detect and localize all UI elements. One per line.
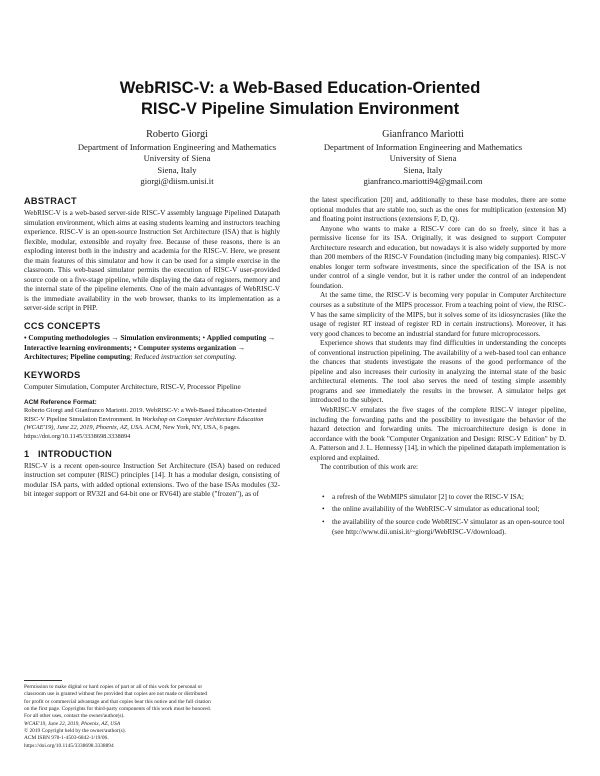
- keywords-heading: KEYWORDS: [24, 369, 81, 380]
- author-email[interactable]: giorgi@diism.unisi.it: [140, 176, 214, 187]
- list-item-text[interactable]: the availability of the source code WebRISC-V simulator as an open-source tool (see http://www.dii.unisi.it/~giorgi/WebRISC-V/download).: [332, 517, 565, 536]
- paragraph: Experience shows that students may find difficulties in understanding the concepts of conventional instruction pipelining. The availability of a web-based tool can enhance the chances that students investigate the reasons of the good performance of the pipeline and also increases their curiosity in analyzing the internal state of the basic architectural elements. The tool also serves the need of testing simple assembly programs and see immediately the results in the browser. A simulator helps get introduced to the subject.: [310, 339, 566, 405]
- footnote-line: for profit or commercial advantage and that copies bear this notice and the full citation: [24, 698, 211, 705]
- footnote-line[interactable]: https://doi.org/10.1145/3338698.3338894: [24, 742, 114, 749]
- paragraph: the latest specification [20] and, additionally to these base modules, there are some optional modules that are stable too, such as the ones for multiplication (extension M) and floating point instructions (extensions F, D, Q).: [310, 196, 566, 224]
- acm-reference-section: [24, 399, 280, 441]
- ccs-section: [24, 321, 280, 363]
- list-item: [322, 493, 566, 503]
- keywords-text: Computer Simulation, Computer Architecture, RISC-V, Processor Pipeline: [24, 382, 241, 391]
- spacer: [310, 473, 566, 485]
- acm-format-heading: ACM Reference Format:: [24, 399, 97, 407]
- keywords-section: [24, 370, 280, 393]
- acm-format-doi[interactable]: ACM, New York, NY, USA, 6 pages. https://doi.org/10.1145/3338698.3338894: [24, 424, 241, 440]
- introduction-text: RISC-V is a recent open-source Instruction Set Architecture (ISA) based on reduced instruction set computer (RISC) principles [14]. It has a modular design, consisting of modular ISA parts, with added optional extensions. Two of the base ISAs modules (32-bit integer support or RV32I and 64-bit one or RV64I) are stable ("frozen"), as of: [24, 461, 280, 499]
- abstract-text: WebRISC-V is a web-based server-side RISC-V assembly language Pipelined Datapath simulation environment, which aims at easing students learning and instructors teaching experience. RISC-V is an open-source Instruction Set Architecture (ISA) that is highly flexible, modular, extensible and royalty free. Because of these reasons, there is an exploding interest both in the industry and academia for the RISC-V. Here, we present the main features of this simulator and how it can be used for a simple exercise in the classroom. This web-based simulator permits the execution of RISC-V user-provided source code on a five-stage pipeline, while displaying the data of registers, memory and the internal state of the pipeline elements. One of the main advantages of WebRISC-V is the immediate availability in the web browser, thanks to its implementation as a server-side script in PHP.: [24, 209, 280, 313]
- title-line-1: WebRISC-V: a Web-Based Education-Oriented: [119, 79, 481, 97]
- ccs-heading: CCS CONCEPTS: [24, 321, 101, 332]
- author-university: University of Siena: [143, 153, 211, 164]
- copyright-footnote: [24, 684, 280, 750]
- ccs-concept-3-rest: ; Reduced instruction set computing.: [130, 353, 237, 362]
- author-name: Roberto Giorgi: [146, 129, 208, 140]
- author-email[interactable]: gianfranco.mariotti94@gmail.com: [363, 176, 483, 187]
- footnote-line: ACM ISBN 978-1-4503-6842-1/19/06.: [24, 735, 109, 742]
- bullet-icon: •: [322, 505, 325, 514]
- abstract-section: [24, 196, 280, 314]
- ccs-concept-2: Applied computing → Interactive learning environments;: [24, 334, 276, 352]
- author-block-1: [52, 128, 302, 188]
- ccs-concept-3: Computer systems organization → Architectures; Pipeline computing: [24, 343, 246, 362]
- author-name: Gianfranco Mariotti: [382, 129, 464, 140]
- paragraph: At the same time, the RISC-V is becoming very popular in Computer Architecture courses as a substitute of the MIPS processor. From a teaching point of view, the RISC-V has the same simplicity of the MIPS, but it solves some of its idiosyncrasies (like the usage of register RT instead of register RD in certain instructions). Moreover, it has very good chances to become an industrial standard for future microprocessors.: [310, 291, 566, 338]
- abstract-heading: ABSTRACT: [24, 196, 77, 206]
- ccs-concept-1: • Computing methodologies → Simulation environments;: [24, 334, 201, 343]
- footnote-divider: [24, 680, 62, 681]
- ccs-separator: •: [131, 343, 138, 352]
- list-item: [322, 505, 566, 515]
- paper-title: [40, 78, 560, 120]
- acm-format-venue: Workshop on Computer Architecture Education (WCAE'19), June 22, 2019, Phoenix, AZ, USA.: [24, 415, 264, 432]
- acm-format-authors: Roberto Giorgi and Gianfranco Mariotti. 2019. WebRISC-V: a Web-Based Education-Oriented RISC-V Pipeline Simulation Environment. In: [24, 407, 267, 423]
- introduction-heading: 1 INTRODUCTION: [24, 448, 112, 459]
- footnote-line: © 2019 Copyright held by the owner/author(s).: [24, 728, 126, 735]
- ccs-separator: •: [200, 334, 207, 343]
- paragraph: The contribution of this work are:: [320, 463, 419, 472]
- contribution-list: [310, 493, 566, 537]
- author-department: Department of Information Engineering and Mathematics: [323, 142, 523, 152]
- author-location: Siena, Italy: [403, 164, 443, 175]
- footnote-line: For all other uses, contact the owner/author(s).: [24, 713, 125, 720]
- paragraph: Anyone who wants to make a RISC-V core can do so freely, since it has a permissive license for its ISA. Originally, it was designed to support Computer Architecture research and education, but nowadays it is also widely supported by more than 200 members of the RISC-V Foundation (including many big companies). RISC-V enables longer term software investments, since the specification of the ISA is not under control of a single vendor, but it is rather under the control of an independent foundation.: [310, 224, 566, 290]
- paragraph: WebRISC-V emulates the five stages of the complete RISC-V integer pipeline, including the forwarding paths and the possibility to investigate the behavior of the hazard detection and forwarding units. The microarchitecture design is done in accordance with the book "Computer Organization and Design: RISC-V Edition" by D. A. Patterson and J. L. Hennessy [14], in which the pipelined datapath implementation is explored and explained.: [310, 406, 566, 462]
- list-item-text: the online availability of the WebRISC-V simulator as educational tool;: [332, 505, 540, 514]
- list-item-text: a refresh of the WebMIPS simulator [2] to cover the RISC-V ISA;: [332, 492, 524, 501]
- title-line-2: RISC-V Pipeline Simulation Environment: [140, 100, 460, 118]
- bullet-icon: •: [322, 492, 325, 501]
- introduction-section: [24, 449, 280, 500]
- footnote-line: classroom use is granted without fee provided that copies are not made or distributed: [24, 691, 208, 698]
- left-column: [24, 196, 280, 507]
- footnote-line: WCAE'19, June 22, 2019, Phoenix, AZ, USA: [24, 720, 121, 727]
- acm-format-text: [24, 407, 280, 441]
- right-column: [310, 196, 566, 540]
- author-university: University of Siena: [389, 153, 457, 164]
- bullet-icon: •: [322, 517, 325, 526]
- author-department: Department of Information Engineering and Mathematics: [77, 142, 277, 152]
- author-block-2: [298, 128, 548, 188]
- author-location: Siena, Italy: [157, 164, 197, 175]
- footnote-line: on the first page. Copyrights for third-party components of this work must be honored.: [24, 706, 211, 713]
- list-item: [322, 518, 566, 537]
- ccs-text: [24, 334, 280, 363]
- footnote-line: Permission to make digital or hard copies of part or all of this work for personal or: [24, 684, 203, 690]
